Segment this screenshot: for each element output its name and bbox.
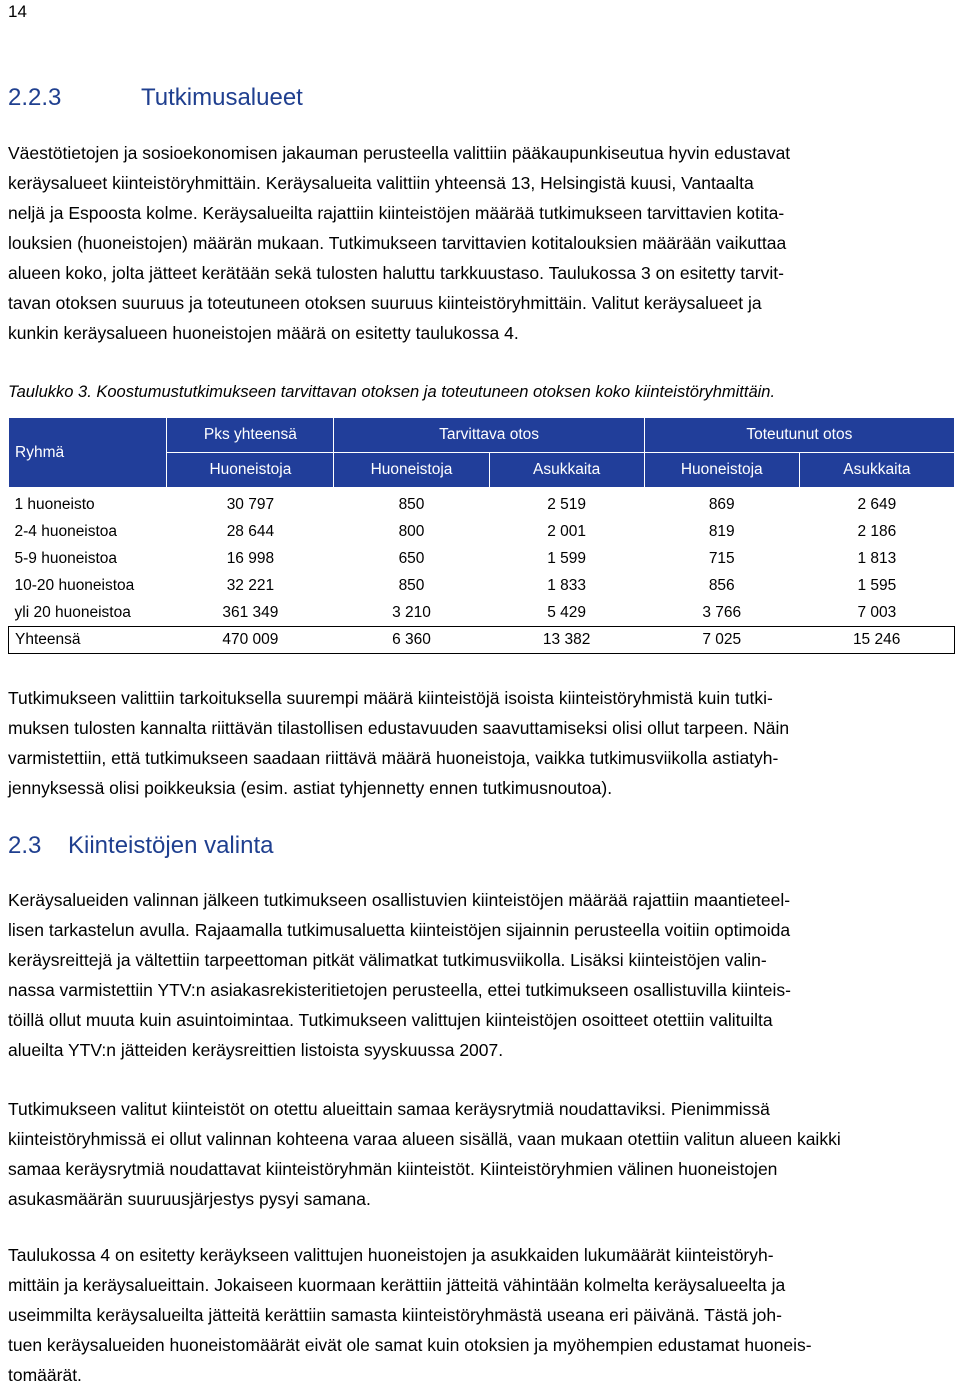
paragraph-line: louksien (huoneistojen) määrän mukaan. Tutkimukseen tarvittavien kotitalouksien määrään vaikuttaa	[8, 233, 787, 253]
total-cell: 7 025	[644, 627, 799, 654]
subheader-cell: Huoneistoja	[644, 453, 799, 488]
paragraph-line: asukasmäärän suuruusjärjestys pysyi samana.	[8, 1189, 371, 1209]
total-label: Yhteensä	[9, 627, 167, 654]
table-cell: 2 001	[547, 522, 587, 540]
paragraph-line: tuen keräysalueiden huoneistomäärät eivät ole samat kuin otoksien ja myöhempien edustamat huoneis-	[8, 1335, 812, 1355]
row-label: 5-9 huoneistoa	[14, 549, 118, 567]
table-cell: 715	[708, 549, 735, 567]
header-realized-sample: Toteutunut otos	[644, 418, 954, 453]
table-cell: 2 186	[857, 522, 897, 540]
row-label: 2-4 huoneistoa	[14, 522, 118, 540]
paragraph-line: Taulukossa 4 on esitetty keräykseen valittujen huoneistojen ja asukkaiden lukumäärät kiinteistöryh-	[8, 1245, 774, 1265]
header-pks-total: Pks yhteensä	[167, 418, 334, 453]
paragraph-line: töillä ollut muuta kuin asuintoimintaa. Tutkimukseen valittujen kiinteistöjen osoitteet otettiin valituilta	[8, 1010, 773, 1030]
table-cell: 800	[398, 522, 425, 540]
paragraph-line: Tutkimukseen valittiin tarkoituksella suurempi määrä kiinteistöjä isoista kiinteistöryhmistä kuin tutki-	[8, 688, 773, 708]
table-cell: 32 221	[226, 576, 275, 594]
table-caption: Taulukko 3. Koostumustutkimukseen tarvittavan otoksen ja toteutuneen otoksen koko kiinteistöryhmittäin.	[8, 383, 776, 401]
section-title: Kiinteistöjen valinta	[68, 832, 274, 859]
table-cell: 2 519	[547, 495, 587, 513]
section-number: 2.2.3	[8, 84, 62, 111]
total-cell: 470 009	[167, 627, 334, 654]
paragraph-line: alueen koko, jolta jätteet kerätään sekä tulosten haluttu tarkkuustaso. Taulukossa 3 on esitetty tarvit-	[8, 263, 784, 283]
subheader-cell: Huoneistoja	[167, 453, 334, 488]
header-group: Ryhmä	[9, 418, 167, 488]
table-cell: 650	[398, 549, 425, 567]
table-total-row	[9, 627, 955, 654]
table-cell: 3 210	[392, 603, 431, 621]
paragraph-line: jennyksessä olisi poikkeuksia (esim. astiat tyhjennetty ennen tutkimusnoutoa).	[8, 778, 613, 798]
table-cell: 1 813	[857, 549, 897, 567]
table-cell: 856	[708, 576, 735, 594]
paragraph-line: Tutkimukseen valitut kiinteistöt on otettu alueittain samaa keräysrytmiä noudattaviksi. Pienimmissä	[8, 1099, 770, 1119]
table-cell: 361 349	[222, 603, 279, 621]
table-row	[9, 599, 955, 627]
paragraph-line: tomäärät.	[8, 1365, 82, 1385]
paragraph-line: alueilta YTV:n jätteiden keräysreittien listoista syyskuussa 2007.	[8, 1040, 504, 1060]
subheader-cell: Huoneistoja	[334, 453, 489, 488]
table-cell: 7 003	[857, 603, 897, 621]
table-cell: 3 766	[702, 603, 742, 621]
total-cell: 13 382	[489, 627, 644, 654]
table-cell: 1 595	[857, 576, 897, 594]
table-cell: 1 833	[547, 576, 587, 594]
section-number: 2.3	[8, 832, 42, 859]
section-heading-kiinteistojen-valinta	[8, 832, 273, 860]
paragraph-line: kiinteistöryhmissä ei ollut valinnan kohteena varaa alueen sisällä, vaan mukaan otettiin valitun alueen kaikki	[8, 1129, 841, 1149]
header-required-sample: Tarvittava otos	[334, 418, 644, 453]
row-label: yli 20 huoneistoa	[14, 603, 131, 621]
row-label: 10-20 huoneistoa	[14, 576, 135, 594]
paragraph-line: tavan otoksen suuruus ja toteutuneen otoksen suuruus kiinteistöryhmittäin. Valitut keräysalueet ja	[8, 293, 762, 313]
table-cell: 819	[708, 522, 735, 540]
paragraph-1	[8, 138, 956, 348]
total-cell: 15 246	[799, 627, 954, 654]
paragraph-line: Keräysalueiden valinnan jälkeen tutkimukseen osallistuvien kiinteistöjen määrää rajattiin maantieteel-	[8, 890, 791, 910]
paragraph-line: nassa varmistettiin YTV:n asiakasrekisteritietojen perusteella, ettei tutkimukseen osallistuvilla kiinteis-	[8, 980, 791, 1000]
table-row	[9, 488, 955, 519]
paragraph-line: lisen tarkastelun avulla. Rajaamalla tutkimusaluetta kiinteistöjen sijainnin perusteella voitiin optimoida	[8, 920, 791, 940]
table-cell: 869	[708, 495, 735, 513]
paragraph-line: mittäin ja keräysalueittain. Jokaiseen kuormaan kerättiin jätteitä vähintään kolmelta keräysalueelta ja	[8, 1275, 786, 1295]
table-cell: 850	[398, 495, 425, 513]
section-heading-tutkimusalueet	[8, 84, 303, 112]
paragraph-line: samaa keräysrytmiä noudattavat kiinteistöryhmän kiinteistöt. Kiinteistöryhmien välinen huoneistojen	[8, 1159, 778, 1179]
paragraph-5	[8, 1240, 956, 1390]
paragraph-line: Väestötietojen ja sosioekonomisen jakauman perusteella valittiin pääkaupunkiseutua hyvin edustavat	[8, 143, 791, 163]
table-cell: 850	[398, 576, 425, 594]
paragraph-4	[8, 1094, 956, 1214]
paragraph-line: kunkin keräysalueen huoneistojen määrä on esitetty taulukossa 4.	[8, 323, 519, 343]
paragraph-line: varmistettiin, että tutkimukseen saadaan riittävä määrä huoneistoja, vaikka tutkimusviikolla astiatyh-	[8, 748, 779, 768]
row-label: 1 huoneisto	[14, 495, 95, 513]
subheader-cell: Asukkaita	[799, 453, 954, 488]
paragraph-3	[8, 885, 956, 1065]
paragraph-line: neljä ja Espoosta kolme. Keräysalueilta rajattiin kiinteistöjen määrää tutkimukseen tarvittavien kotita-	[8, 203, 785, 223]
table-cell: 2 649	[857, 495, 897, 513]
section-title: Tutkimusalueet	[141, 84, 303, 111]
subheader-cell: Asukkaita	[489, 453, 644, 488]
table-header-row	[9, 418, 955, 453]
table-cell: 28 644	[226, 522, 275, 540]
table-row	[9, 572, 955, 599]
table-cell: 30 797	[226, 495, 275, 513]
table-row	[9, 545, 955, 572]
paragraph-line: muksen tulosten kannalta riittävän tilastollisen edustavuuden saavuttamiseksi olisi ollut tarpeen. Näin	[8, 718, 790, 738]
paragraph-line: useimmilta keräysalueilta jätteitä kerättiin samasta kiinteistöryhmästä useana eri päivänä. Tästä joh-	[8, 1305, 782, 1325]
sample-size-table	[8, 417, 955, 654]
page-number: 14	[8, 2, 27, 21]
table-cell: 1 599	[547, 549, 587, 567]
total-cell: 6 360	[334, 627, 489, 654]
table-row	[9, 518, 955, 545]
paragraph-2	[8, 683, 956, 803]
table-cell: 16 998	[226, 549, 275, 567]
paragraph-line: keräysreittejä ja vältettiin tarpeettoman pitkät välimatkat tutkimusviikolla. Lisäksi kiinteistöjen valin-	[8, 950, 767, 970]
table-cell: 5 429	[547, 603, 587, 621]
paragraph-line: keräysalueet kiinteistöryhmittäin. Keräysalueita valittiin yhteensä 13, Helsingistä kuusi, Vantaalta	[8, 173, 754, 193]
